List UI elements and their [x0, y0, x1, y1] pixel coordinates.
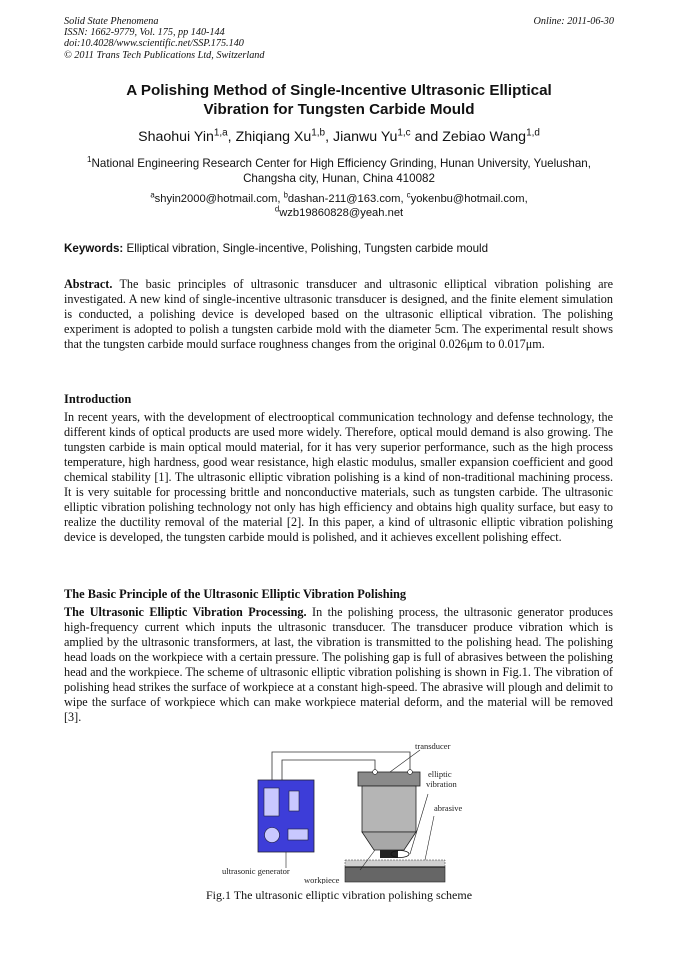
author-list	[64, 128, 614, 146]
abstract-label: Abstract.	[64, 277, 113, 291]
ultrasonic-generator	[258, 780, 314, 852]
online-date: Online: 2011-06-30	[533, 16, 614, 27]
label-transducer: transducer	[415, 742, 451, 751]
copyright-line: © 2011 Trans Tech Publications Ltd, Switzerland	[64, 49, 265, 61]
author-name: Jianwu Yu	[332, 129, 398, 145]
email-list: $^a$shyin2000@hotmail.com, $^b$dashan-211@163.com, $^c$yokenbu@hotmail.com, $^d$wzb19860828@yeah.net	[150, 190, 528, 219]
email-link[interactable]: shyin2000@hotmail.com	[154, 193, 278, 205]
email-sup: d	[274, 203, 280, 213]
author-separator: ,	[325, 129, 333, 145]
section-heading-introduction: Introduction	[64, 392, 132, 406]
author-sup: 1,b	[311, 127, 326, 139]
email-link[interactable]: dashan-211@163.com	[287, 193, 401, 205]
doi-line: doi:10.4028/www.scientific.net/SSP.175.140	[64, 38, 244, 50]
label-ultrasonic-generator: ultrasonic generator	[222, 866, 290, 876]
author-sup: 1,d	[526, 127, 540, 139]
author-separator: and	[410, 129, 443, 145]
figure-caption: Fig.1 The ultrasonic elliptic vibration polishing scheme	[205, 888, 473, 902]
keywords	[64, 242, 624, 255]
subsection-body: In the polishing process, the ultrasonic generator produces high-frequency current which inputs the ultrasonic transducer. The transducer produce vibration which is amplied by the ultrasonic transformers, at last, the vibration is transmitted to the polishing head. The polishing head loads on the workpiece with a certain pressure. The polishing gap is full of abrasives between the polishing head and the workpiece. The scheme of ultrasonic elliptic vibration polishing is shown in Fig.1. The vibration of polishing head strikes the surface of workpiece at a constant high-speed. The abrasive will plough and delimit to wipe the surface of workpiece which can make workpiece material deform, and the material will be removed [3].	[64, 605, 613, 724]
running-header	[64, 16, 264, 61]
workpiece	[345, 860, 445, 882]
basic-principle-text	[64, 605, 613, 725]
paper-title	[64, 82, 614, 119]
email-link[interactable]: wzb19860828@yeah.net	[279, 206, 404, 219]
keywords-text: Elliptical vibration, Single-incentive, Polishing, Tungsten carbide mould	[123, 242, 489, 255]
affiliation	[64, 156, 614, 186]
author-separator: ,	[227, 129, 236, 145]
label-abrasive: abrasive	[434, 803, 463, 813]
abstract	[64, 277, 613, 352]
abstract-text: The basic principles of ultrasonic transducer and ultrasonic elliptical vibration polishing are investigated. A new kind of single-incentive ultrasonic transducer is designed, and the finite element simulation is conducted, a polishing device is developed based on the ultrasonic elliptical vibration. The polishing experiment is adopted to polish a tungsten carbide mold with the diameter 5cm. The experimental result shows that the tungsten carbide mould surface roughness changes from the original 0.026μm to 0.017μm.	[64, 277, 613, 351]
introduction-text: In recent years, with the development of electrooptical communication technology and defense technology, the different kinds of optical products are used more widely. Therefore, optical mould demand is also growing. The tungsten carbide is main optical mould material, for it has very superior performance, such as the high process temperature, high hardness, good wear resistance, high elastic modulus, smaller expansion coefficient and good chemical stability [1]. The ultrasonic elliptic vibration polishing is a kind of non-traditional machining process. It is very suitable for processing brittle and nonconductive materials, such as tungsten carbide. The ultrasonic elliptic vibration polishing technology not only has high efficiency and obtains high quality surface, but easy to realize the ductility removal of the material [2]. In this paper, a kind of ultrasonic elliptic vibration polishing device is developed, the tungsten carbide mould is polished, and it achieves excellent polishing effect.	[64, 410, 613, 544]
author-sup: 1,c	[397, 127, 411, 139]
title-line-1: A Polishing Method of Single-Incentive Ultrasonic Elliptical	[126, 82, 552, 99]
affiliation-line-2: Changsha city, Hunan, China 410082	[243, 172, 435, 185]
transducer	[358, 770, 420, 858]
affiliation-sup: 1	[87, 155, 92, 165]
author-name: Shaohui Yin	[138, 129, 214, 145]
email-sup: a	[150, 190, 155, 200]
email-sup: c	[406, 190, 411, 200]
subsection-lead: The Ultrasonic Elliptic Vibration Processing.	[64, 605, 307, 619]
author-name: Zebiao Wang	[442, 129, 527, 145]
label-elliptic: elliptic	[428, 769, 452, 779]
journal-name: Solid State Phenomena	[64, 16, 159, 27]
section-heading-basic-principle: The Basic Principle of the Ultrasonic Elliptic Vibration Polishing	[64, 587, 407, 601]
issn-line: ISSN: 1662-9779, Vol. 175, pp 140-144	[64, 27, 225, 39]
title-line-2: Vibration for Tungsten Carbide Mould	[203, 100, 475, 118]
label-vibration: vibration	[426, 779, 457, 789]
author-name: Zhiqiang Xu	[235, 129, 312, 145]
affiliation-line-1: National Engineering Research Center for High Efficiency Grinding, Hunan University, Yuelushan,	[91, 157, 591, 170]
label-workpiece: workpiece	[304, 875, 340, 884]
author-sup: 1,a	[213, 127, 228, 139]
email-sup: b	[283, 190, 288, 200]
keywords-label: Keywords:	[64, 242, 124, 255]
figure-polishing-scheme	[220, 742, 480, 884]
email-link[interactable]: yokenbu@hotmail.com	[410, 193, 525, 205]
